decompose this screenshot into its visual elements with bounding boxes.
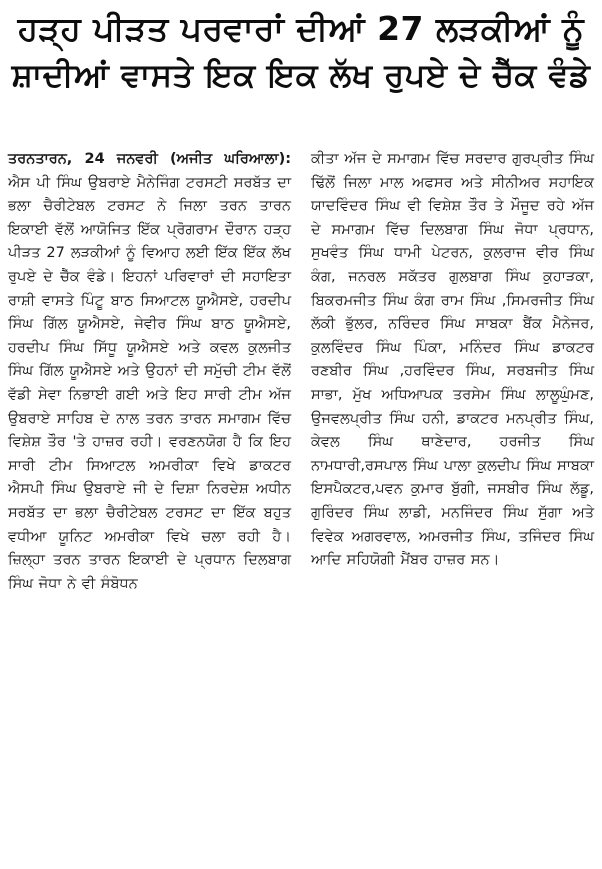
article-body [8, 148, 594, 596]
article-text-right: ਕੀਤਾ ਅੱਜ ਦੇ ਸਮਾਗਮ ਵਿੱਚ ਸਰਦਾਰ ਗੁਰਪ੍ਰੀਤ ਸਿੰਘ ਢਿੱਲੋਂ ਜਿਲਾ ਮਾਲ ਅਫਸਰ ਅਤੇ ਸੀਨੀਅਰ ਸਹਾਇਕ ਯਾਦਵਿੰਦਰ ਸਿੰਘ ਵੀ ਵਿਸ਼ੇਸ਼ ਤੌਰ ਤੇ ਮੌਜੂਦ ਰਹੇ ਅੱਜ ਦੇ ਸਮਾਗਮ ਵਿੱਚ ਦਿਲਬਾਗ ਸਿੰਘ ਜੋਧਾ ਪ੍ਰਧਾਨ, ਸੁਖਵੰਤ ਸਿੰਘ ਧਾਮੀ ਪੇਟਰਨ, ਕੁਲਰਾਜ ਵੀਰ ਸਿੰਘ ਕੰਗ, ਜਨਰਲ ਸਕੱਤਰ ਗੁਲਬਾਗ ਸਿੰਘ ਕੁਹਾੜਕਾ, ਬਿਕਰਮਜੀਤ ਸਿੰਘ ਕੰਗ ਰਾਮ ਸਿੰਘ ,ਸਿਮਰਜੀਤ ਸਿੰਘ ਲੱਕੀ ਭੁੱਲਰ, ਨਰਿੰਦਰ ਸਿੰਘ ਸਾਬਕਾ ਬੈਂਕ ਮੈਨੇਜਰ, ਕੁਲਵਿੰਦਰ ਸਿੰਘ ਪਿੰਕਾ, ਮਨਿੰਦਰ ਸਿੰਘ ਡਾਕਟਰ ਰਣਬੀਰ ਸਿੰਘ ,ਹਰਵਿੰਦਰ ਸਿੰਘ, ਸਰਬਜੀਤ ਸਿੰਘ ਸਾਭਾ, ਮੁੱਖ ਅਧਿਆਪਕ ਤਰਸੇਮ ਸਿੰਘ ਲਾਲੂਘੁੰਮਣ, ਉਜਵਲਪ੍ਰੀਤ ਸਿੰਘ ਹਨੀ, ਡਾਕਟਰ ਮਨਪ੍ਰੀਤ ਸਿੰਘ, ਕੇਵਲ ਸਿੰਘ ਥਾਣੇਦਾਰ, ਹਰਜੀਤ ਸਿੰਘ ਨਾਮਧਾਰੀ,ਰਸਪਾਲ ਸਿੰਘ ਪਾਲਾ ਕੁਲਦੀਪ ਸਿੰਘ ਸਾਬਕਾ ਇਸਪੈਕਟਰ,ਪਵਨ ਕੁਮਾਰ ਬੁੱਗੀ, ਜਸਬੀਰ ਸਿੰਘ ਲੱਡੂ, ਗੁਰਿੰਦਰ ਸਿੰਘ ਲਾਡੀ, ਮਨਜਿੰਦਰ ਸਿੰਘ ਸੁੱਗਾ ਅਤੇ ਵਿਵੇਕ ਅਗਰਵਾਲ, ਅਮਰਜੀਤ ਸਿੰਘ, ਤਜਿੰਦਰ ਸਿੰਘ ਆਦਿ ਸਹਿਯੋਗੀ ਮੈਂਬਰ ਹਾਜ਼ਰ ਸਨ। [311, 151, 594, 569]
article-text-left: ਐਸ ਪੀ ਸਿੰਘ ਉਬਰਾਏ ਮੈਨੇਜਿੰਗ ਟਰਸਟੀ ਸਰਬੱਤ ਦਾ ਭਲਾ ਚੈਰੀਟੇਬਲ ਟਰਸਟ ਨੇ ਜਿਲਾ ਤਰਨ ਤਾਰਨ ਇਕਾਈ ਵੱਲੋਂ ਆਯੋਜਿਤ ਇੱਕ ਪ੍ਰੋਗਰਾਮ ਦੌਰਾਨ ਹੜ੍ਹ ਪੀੜਤ 27 ਲੜਕੀਆਂ ਨੂੰ ਵਿਆਹ ਲਈ ਇੱਕ ਇੱਕ ਲੱਖ ਰੁਪਏ ਦੇ ਚੈੱਕ ਵੰਡੇ। ਇਹਨਾਂ ਪਰਿਵਾਰਾਂ ਦੀ ਸਹਾਇਤਾ ਰਾਸ਼ੀ ਵਾਸਤੇ ਪਿੰਟੂ ਬਾਠ ਸਿਆਟਲ ਯੂਐਸਏ, ਹਰਦੀਪ ਸਿੰਘ ਗਿੱਲ ਯੂਐਸਏ, ਜੇਵੀਰ ਸਿੰਘ ਬਾਠ ਯੂਐਸਏ, ਹਰਦੀਪ ਸਿੰਘ ਸਿੱਧੂ ਯੂਐਸਏ ਅਤੇ ਕਵਲ ਕੁਲਜੀਤ ਸਿੰਘ ਗਿੱਲ ਯੂਐਸਏ ਅਤੇ ਉਹਨਾਂ ਦੀ ਸਮੁੱਚੀ ਟੀਮ ਵੱਲੋਂ ਵੱਡੀ ਸੇਵਾ ਨਿਭਾਈ ਗਈ ਅਤੇ ਇਹ ਸਾਰੀ ਟੀਮ ਅੱਜ ਉਬਰਾਏ ਸਾਹਿਬ ਦੇ ਨਾਲ ਤਰਨ ਤਾਰਨ ਸਮਾਗਮ ਵਿੱਚ ਵਿਸ਼ੇਸ਼ ਤੌਰ 'ਤੇ ਹਾਜ਼ਰ ਰਹੀ। ਵਰਣਨਯੋਗ ਹੈ ਕਿ ਇਹ ਸਾਰੀ ਟੀਮ ਸਿਆਟਲ ਅਮਰੀਕਾ ਵਿਖੇ ਡਾਕਟਰ ਐਸਪੀ ਸਿੰਘ ਉਬਰਾਏ ਜੀ ਦੇ ਦਿਸ਼ਾ ਨਿਰਦੇਸ਼ ਅਧੀਨ ਸਰਬੱਤ ਦਾ ਭਲਾ ਚੈਰੀਟੇਬਲ ਟਰਸਟ ਦਾ ਇੱਕ ਬਹੁਤ ਵਧੀਆ ਯੂਨਿਟ ਅਮਰੀਕਾ ਵਿਖੇ ਚਲਾ ਰਹੀ ਹੈ। ਜ਼ਿਲ੍ਹਾ ਤਰਨ ਤਾਰਨ ਇਕਾਈ ਦੇ ਪ੍ਰਧਾਨ ਦਿਲਬਾਗ ਸਿੰਘ ਜੋਧਾ ਨੇ ਵੀ ਸੰਬੋਧਨ [8, 174, 291, 592]
headline-line-1: ਹੜ੍ਹ ਪੀੜਤ ਪਰਵਾਰਾਂ ਦੀਆਂ 27 ਲੜਕੀਆਂ ਨੂੰ [17, 9, 585, 48]
headline-line-2: ਸ਼ਾਦੀਆਂ ਵਾਸਤੇ ਇਕ ਇਕ ਲੱਖ ਰੁਪਏ ਦੇ ਚੈੱਕ ਵੰਡੇ [11, 56, 591, 94]
article-headline [8, 6, 594, 98]
article-column-left [8, 148, 291, 596]
article-column-right [311, 148, 594, 596]
article-dateline: ਤਰਨਤਾਰਨ, 24 ਜਨਵਰੀ (ਅਜੀਤ ਘਰਿਆਲਾ): [8, 151, 291, 167]
